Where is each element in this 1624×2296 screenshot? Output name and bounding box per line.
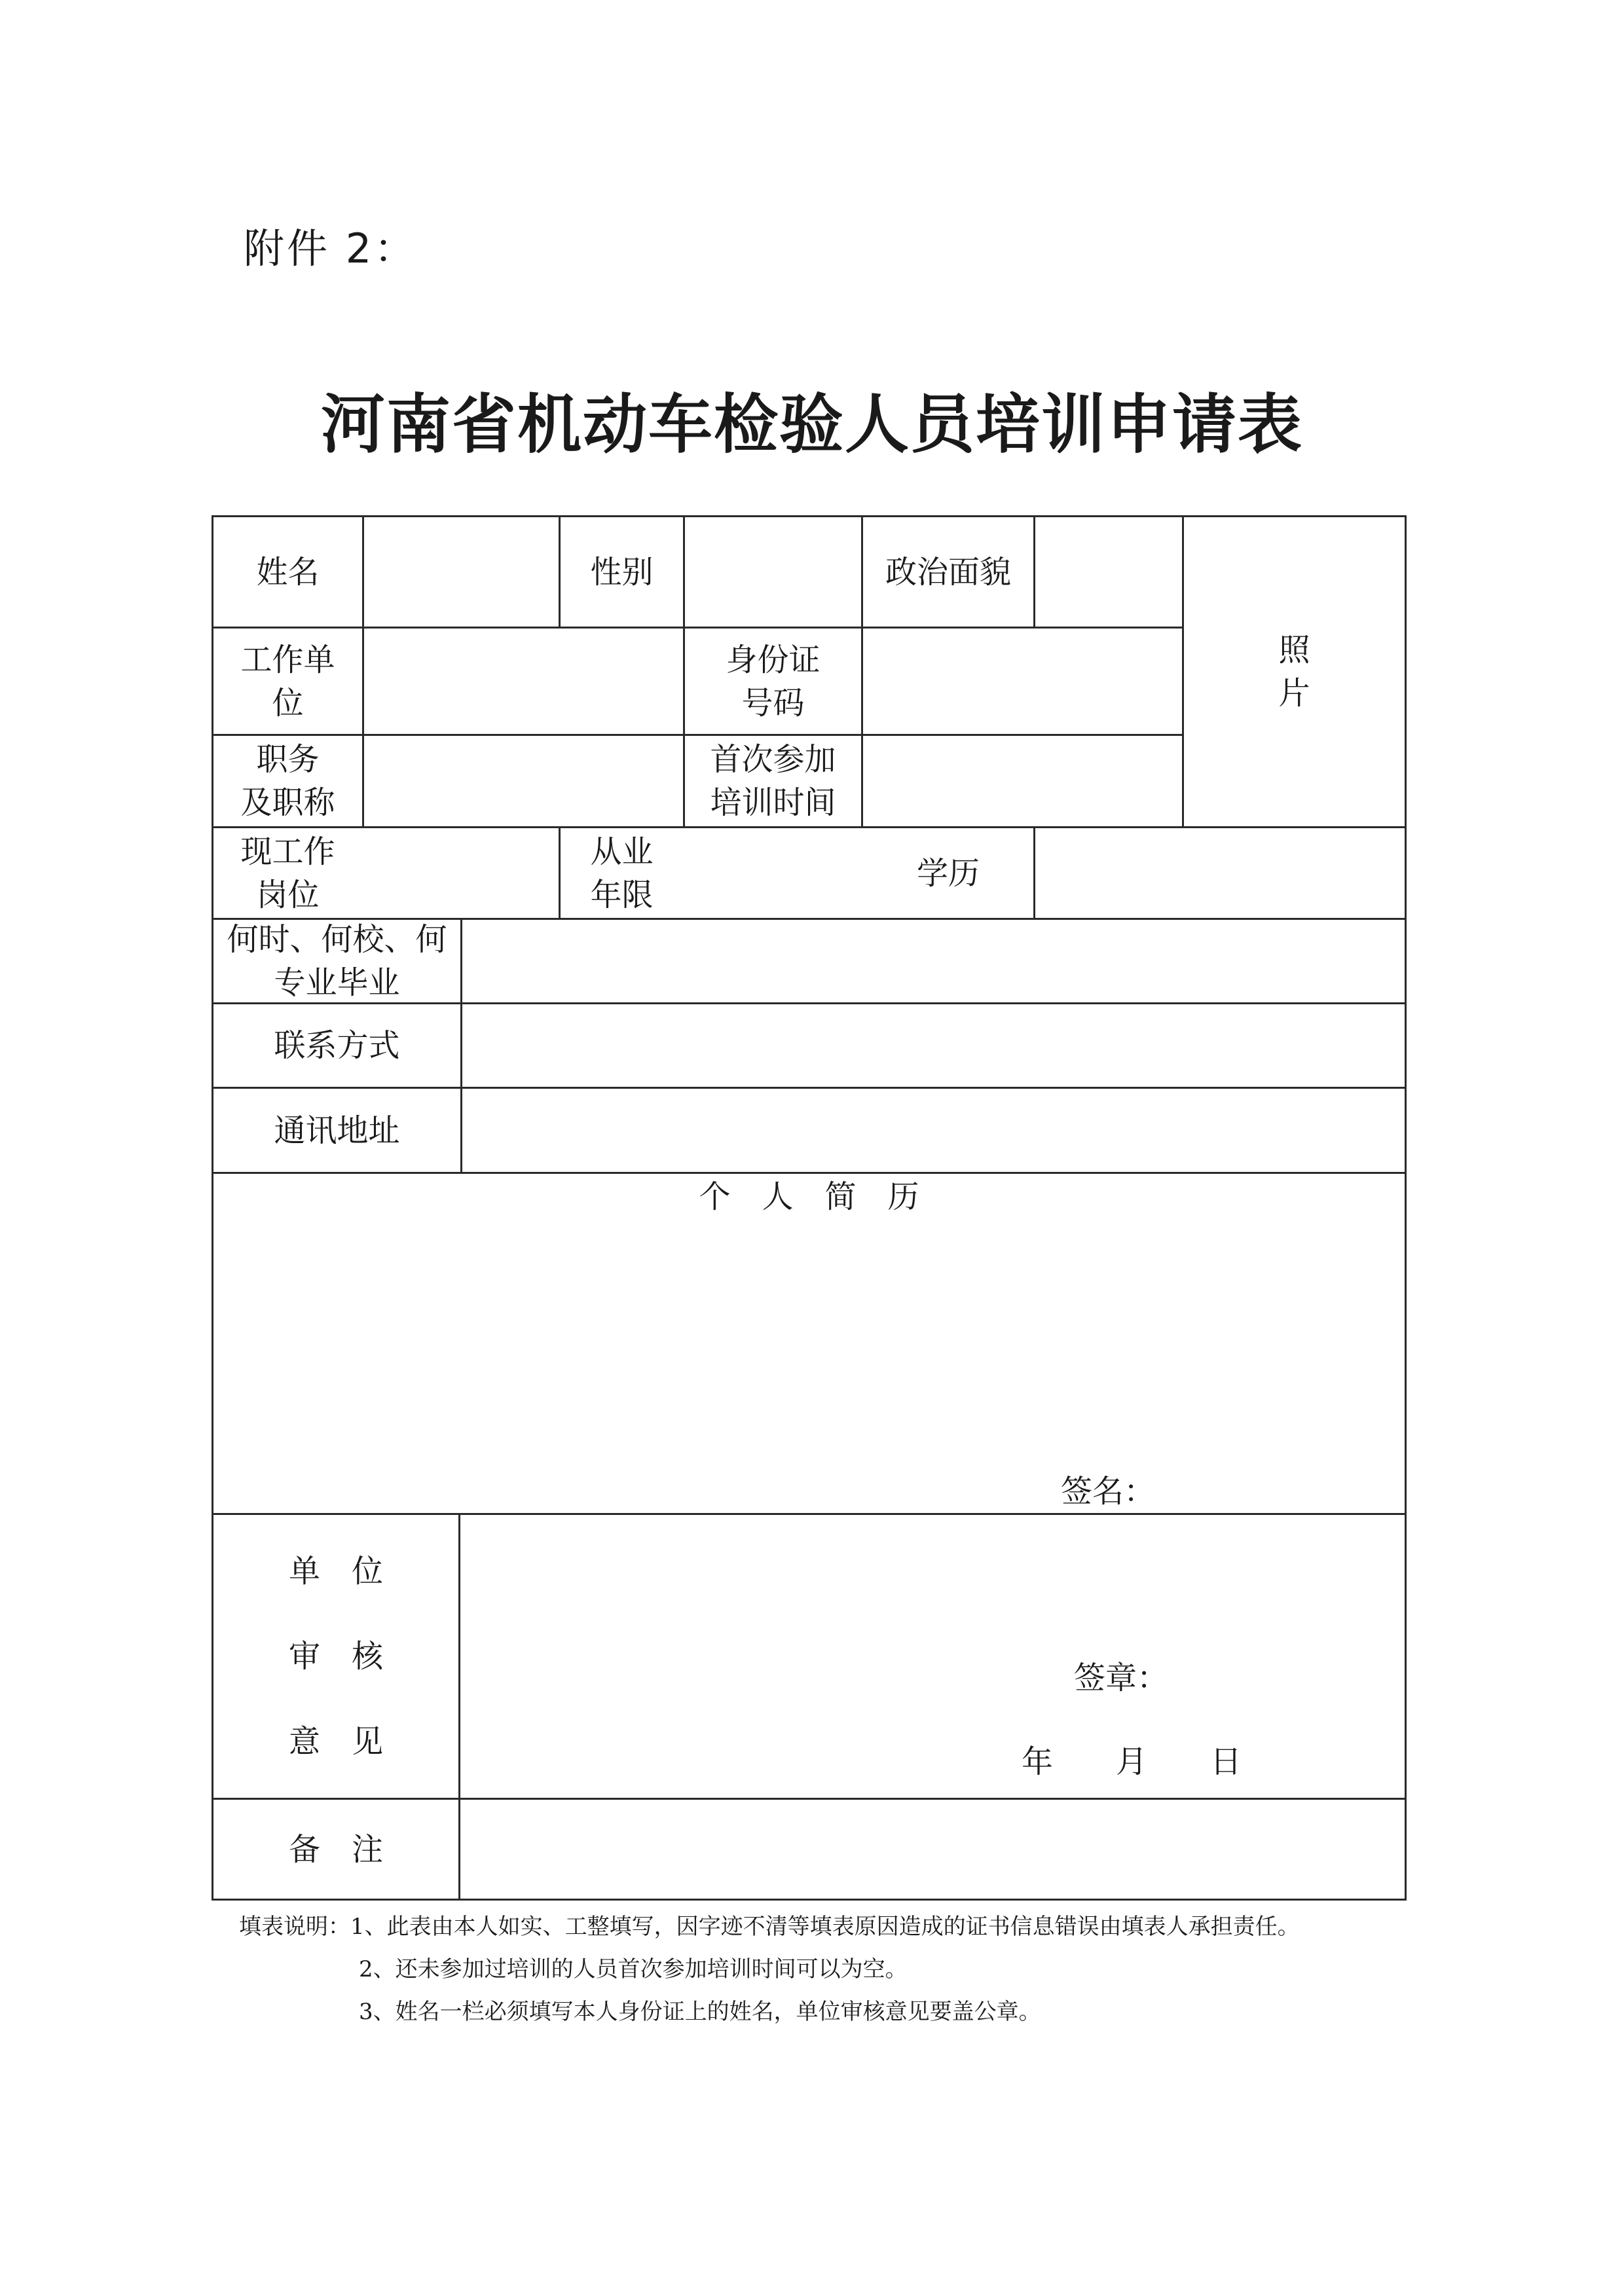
years-label: 从业 年限 — [590, 833, 654, 913]
position-label: 职务 及职称 — [240, 741, 335, 821]
position-field[interactable] — [364, 736, 683, 826]
id-number-field[interactable] — [863, 629, 1182, 734]
note-3: 3、姓名一栏必须填写本人身份证上的姓名，单位审核意见要盖公章。 — [359, 1999, 1041, 2025]
resume-heading: 个 人 简 历 — [699, 1178, 919, 1215]
graduation-field[interactable] — [462, 920, 1405, 1002]
signature-label: 签名： — [1061, 1473, 1156, 1510]
resume-field[interactable] — [213, 1220, 1405, 1468]
id-number-label: 身份证 号码 — [726, 641, 821, 721]
political-status-label: 政治面貌 — [885, 553, 1011, 591]
years-field[interactable] — [685, 828, 861, 918]
form-title: 河南省机动车检验人员培训申请表 — [320, 388, 1303, 462]
gender-label: 性别 — [590, 553, 654, 591]
attachment-label: 附件 2： — [244, 225, 418, 272]
first-training-field[interactable] — [863, 736, 1182, 826]
remarks-label: 备 注 — [288, 1831, 383, 1868]
name-label: 姓名 — [256, 553, 320, 591]
first-training-label: 首次参加 培训时间 — [710, 741, 836, 821]
graduation-label: 何时、何校、何 专业毕业 — [227, 921, 447, 1001]
photo-label-2: 片 — [1278, 675, 1310, 712]
political-status-field[interactable] — [1035, 517, 1182, 627]
work-unit-field[interactable] — [364, 629, 683, 734]
unit-review-label: 单 位 审 核 意 见 — [288, 1553, 383, 1760]
current-post-label: 现工作 岗位 — [240, 833, 335, 913]
work-unit-label: 工作单 位 — [240, 641, 335, 721]
note-2: 2、还未参加过培训的人员首次参加培训时间可以为空。 — [359, 1956, 908, 1982]
address-field[interactable] — [462, 1089, 1405, 1172]
name-field[interactable] — [364, 517, 559, 627]
seal-label: 签章： — [1074, 1660, 1169, 1696]
photo-box[interactable] — [1184, 517, 1405, 826]
gender-field[interactable] — [685, 517, 861, 627]
contact-label: 联系方式 — [274, 1027, 400, 1064]
remarks-field[interactable] — [460, 1800, 1405, 1899]
education-field[interactable] — [1035, 828, 1405, 918]
current-post-field[interactable] — [364, 828, 559, 918]
date-label: 年 月 日 — [1022, 1743, 1242, 1780]
note-1: 填表说明：1、此表由本人如实、工整填写，因字迹不清等填表原因造成的证书信息错误由填表人承担责任。 — [239, 1914, 1300, 1940]
address-label: 通讯地址 — [274, 1112, 400, 1149]
contact-field[interactable] — [462, 1004, 1405, 1087]
education-label: 学历 — [916, 854, 980, 892]
photo-label-1: 照 — [1278, 632, 1310, 668]
